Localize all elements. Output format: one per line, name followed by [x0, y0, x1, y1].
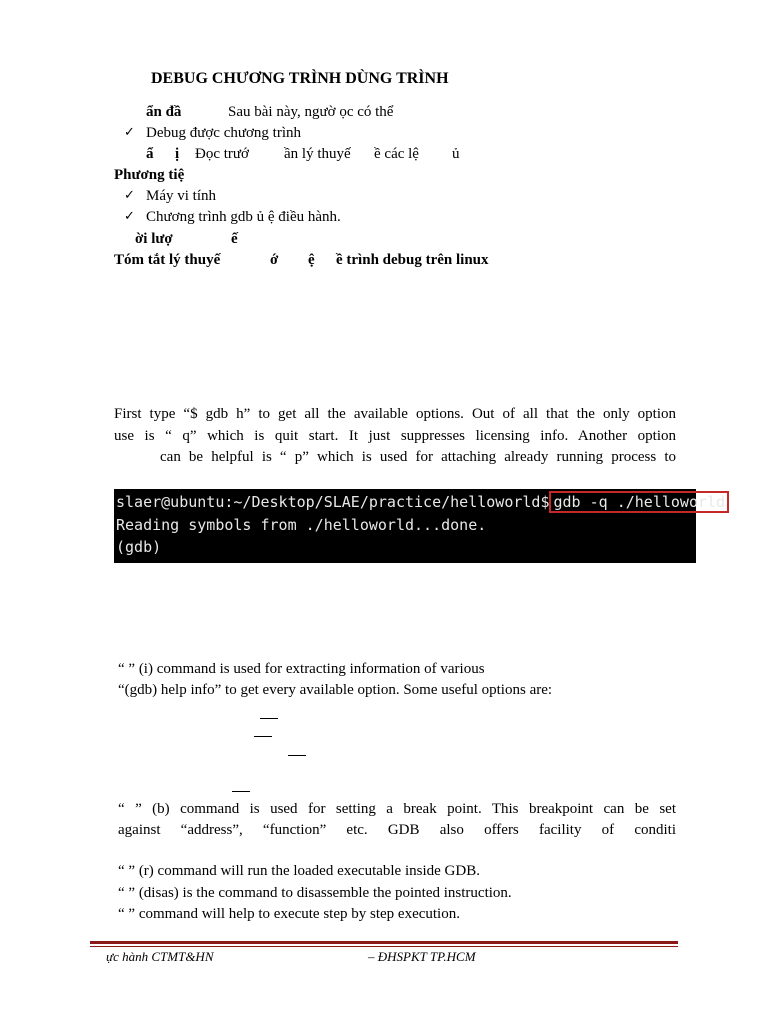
command-step: “ ” command will help to execute step by step execution.: [118, 906, 460, 922]
tool-item: Máy vi tính: [146, 188, 216, 204]
prep-fragment-c: Đọc trướ: [195, 146, 249, 162]
tool-item: Chương trình gdb ủ ệ điều hành.: [146, 209, 341, 225]
para2-line2: “(gdb) help info” to get every available option. Some useful options are:: [118, 682, 553, 698]
terminal-gdb-prompt: (gdb): [116, 538, 162, 556]
command-run: “ ” (r) command will run the loaded executable inside GDB.: [118, 863, 480, 879]
footer-rule: [90, 941, 678, 944]
terminal-output-line: Reading symbols from ./helloworld...done.: [116, 516, 487, 534]
command-disas: “ ” (disas) is the command to disassemble the pointed instruction.: [118, 885, 512, 901]
time-fragment-b: ế: [231, 231, 238, 247]
summary-fragment-a: Tóm tắt lý thuyế: [114, 252, 221, 268]
time-fragment-a: ời lượ: [135, 231, 173, 247]
prep-fragment-f: ủ: [452, 146, 460, 162]
summary-fragment-b: ớ: [270, 252, 279, 268]
para2-line1: “ ” (i) command is used for extracting information of various: [118, 661, 485, 677]
summary-fragment-c: ệ: [308, 252, 315, 268]
dash-mark: [260, 718, 278, 719]
tools-heading: Phương tiệ: [114, 167, 185, 183]
footer-right: – ĐHSPKT TP.HCM: [368, 949, 476, 964]
terminal-command: gdb -q ./helloworld: [549, 491, 729, 513]
checkmark-icon: ✓: [124, 188, 135, 203]
objectives-text: Sau bài này, ngườ ọc có thể: [228, 104, 394, 120]
para1-line1: First type “$ gdb h” to get all the available options. Out of all that the only option: [114, 406, 676, 422]
para1-line2: use is “ q” which is quit start. It just suppresses licensing info. Another option: [114, 428, 676, 444]
checkmark-icon: ✓: [124, 125, 135, 140]
objectives-label: ẩn đầ: [146, 104, 182, 120]
para3-line1: “ ” (b) command is used for setting a break point. This breakpoint can be set: [118, 801, 676, 817]
footer-left: ực hành CTMT&HN: [106, 949, 214, 964]
prep-fragment-d: ần lý thuyế: [284, 146, 351, 162]
footer-rule-thin: [90, 946, 678, 947]
para1-line3: can be helpful is “ p” which is used for attaching already running process to: [160, 449, 676, 465]
prep-fragment-b: ị: [175, 146, 180, 162]
dash-mark: [288, 755, 306, 756]
document-title: DEBUG CHƯƠNG TRÌNH DÙNG TRÌNH: [151, 70, 449, 87]
summary-fragment-d: ề trình debug trên linux: [336, 252, 489, 268]
prep-fragment-a: ẩ: [146, 146, 154, 162]
para3-line2: against “address”, “function” etc. GDB also offers facility of conditi: [118, 822, 676, 838]
terminal-prompt: slaer@ubuntu:~/Desktop/SLAE/practice/helloworld$: [116, 493, 550, 511]
objective-item: Debug được chương trình: [146, 125, 302, 141]
dash-mark: [254, 736, 272, 737]
dash-mark: [232, 791, 250, 792]
terminal-screenshot: [114, 489, 726, 563]
checkmark-icon: ✓: [124, 209, 135, 224]
prep-fragment-e: ề các lệ: [374, 146, 419, 162]
